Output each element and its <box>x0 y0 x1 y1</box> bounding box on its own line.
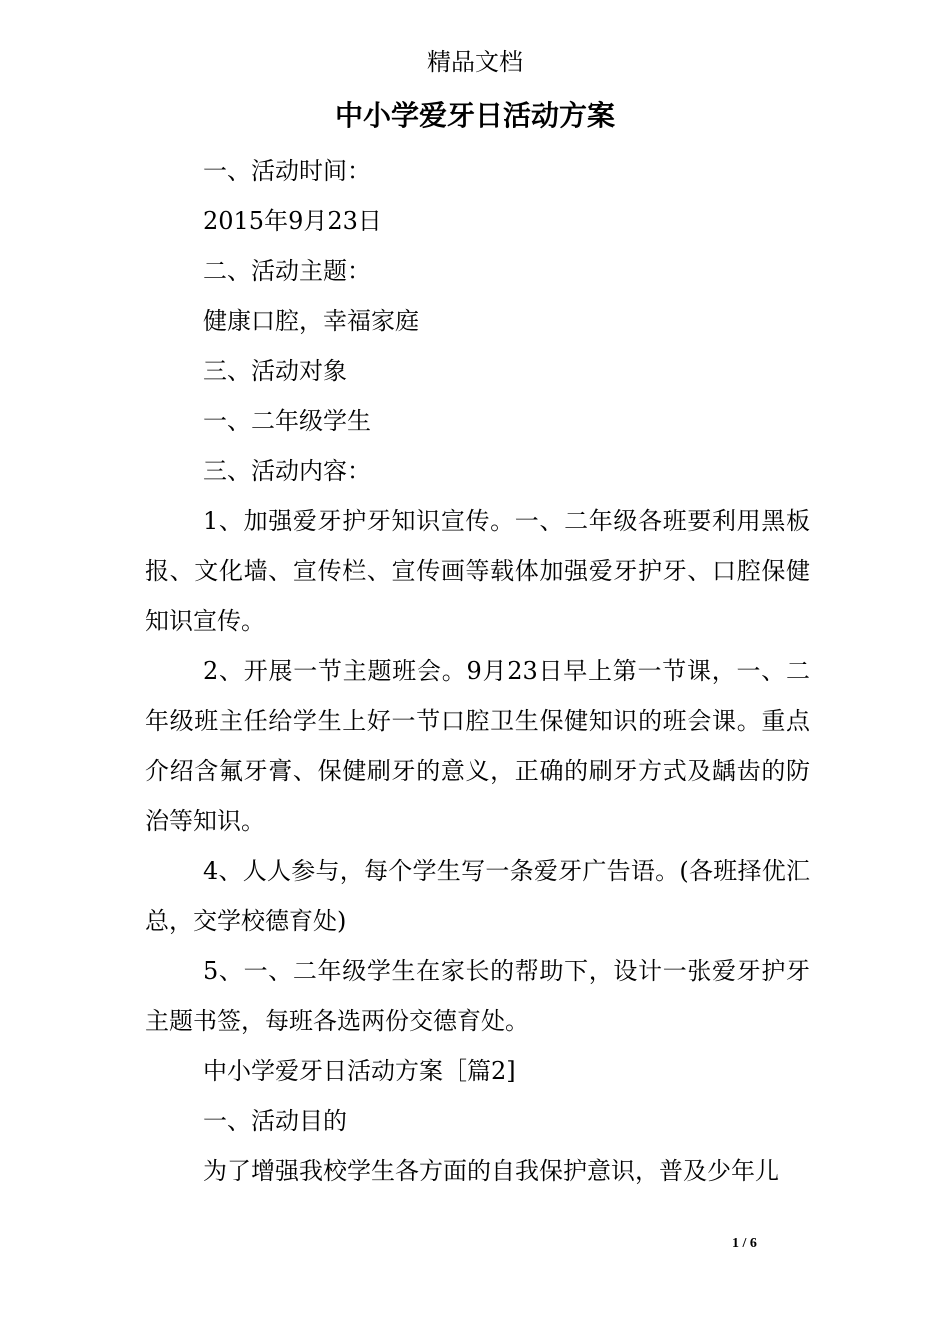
paragraph: 2、开展一节主题班会。9月23日早上第一节课，一、二年级班主任给学生上好一节口腔卫生保健知识的班会课。重点介绍含氟牙膏、保健刷牙的意义，正确的刷牙方式及龋齿的防治等知识。 <box>145 657 810 835</box>
page-number: 1 / 6 <box>732 1236 757 1251</box>
paragraph: 4、人人参与，每个学生写一条爱牙广告语。(各班择优汇总，交学校德育处) <box>145 857 810 935</box>
paragraph: 5、一、二年级学生在家长的帮助下，设计一张爱牙护牙主题书签，每班各选两份交德育处。 <box>145 957 810 1035</box>
paragraph: 一、活动时间： <box>203 157 371 185</box>
page-header: 精品文档 <box>427 48 523 76</box>
paragraph: 三、活动内容： <box>203 457 371 485</box>
paragraph: 三、活动对象 <box>203 357 347 385</box>
paragraph: 二、活动主题： <box>203 257 371 285</box>
paragraph: 一、二年级学生 <box>203 407 371 435</box>
document-body <box>145 146 810 1196</box>
paragraph: 为了增强我校学生各方面的自我保护意识，普及少年儿 <box>203 1157 779 1185</box>
document-title: 中小学爱牙日活动方案 <box>334 99 615 132</box>
paragraph: 中小学爱牙日活动方案［篇2] <box>203 1057 516 1085</box>
paragraph: 一、活动目的 <box>203 1107 347 1135</box>
paragraph: 2015年9月23日 <box>203 207 382 235</box>
paragraph: 健康口腔，幸福家庭 <box>203 307 419 335</box>
paragraph: 1、加强爱牙护牙知识宣传。一、二年级各班要利用黑板报、文化墙、宣传栏、宣传画等载体加强爱牙护牙、口腔保健知识宣传。 <box>145 507 810 635</box>
